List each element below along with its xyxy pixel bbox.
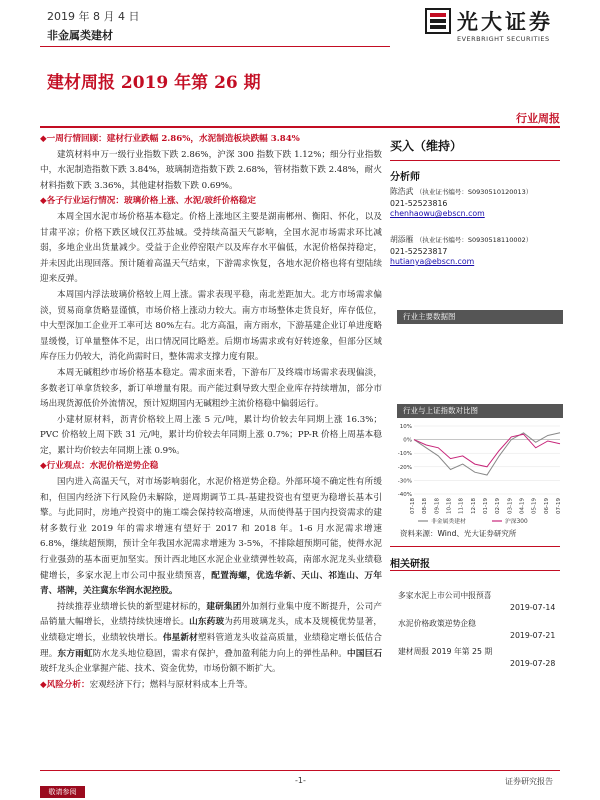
paragraph-market-review: 建筑材料申万一级行业指数下跌 2.86%，沪深 300 指数下跌 1.12%；细分行业指数中，水泥制造指数下跌 3.84%，玻璃制造指数下跌 2.68%，管材指数下跌 2.48%，耐火材料指数下跌 3.36%，其他建材指数下跌 0.69%。 bbox=[40, 149, 382, 191]
x-tick-label: 03-19 bbox=[507, 498, 514, 514]
report-date: 2019 年 8 月 4 日 bbox=[47, 10, 140, 23]
x-tick-label: 01-19 bbox=[483, 498, 489, 514]
x-tick-label: 06-19 bbox=[543, 498, 550, 514]
company-logo bbox=[425, 6, 560, 46]
related-report-link[interactable]: 建材周报 2019 年第 25 期 bbox=[398, 647, 493, 656]
legend-label: 非金属类建材 bbox=[431, 519, 466, 525]
x-tick-label: 07-18 bbox=[410, 498, 416, 514]
footer-divider bbox=[40, 770, 560, 771]
y-tick-label: -40% bbox=[397, 492, 412, 498]
paragraph-outlook: 国内进入高温天气，对市场影响弱化，水泥价格逆势企稳。外部环境不确定性有所缓和，但国内经济下行风险仍未解除，逆周期调节工具-基建投资也有望更为稳增长基本引擎。与此同时，房地产投资中的施工端会保持较高增速，从而使得基于国内投资需求的建材多数行业 2019 年的需求增速有望好于 2017 和 2018 年。1-6 月水泥需求增速 6.8%，继续超预期，预计全年我国水泥需求增速为 3-5%，不排除超预期可能，使得水泥行业强劲的基本面更加坚实。预计西北地区水泥企业业绩弹性较高，南部水泥龙头业绩稳健增长，多家水泥上市公司中报业绩预喜，配置海螺，优选华新、天山、祁连山、万年青、塔牌，关注冀东华润水泥控股。 bbox=[40, 477, 382, 597]
y-tick-label: -10% bbox=[397, 451, 412, 458]
header-divider bbox=[40, 46, 390, 47]
y-tick-label: 10% bbox=[399, 424, 412, 430]
logo-mark-icon bbox=[425, 8, 451, 34]
related-report-date: 2019-07-14 bbox=[510, 603, 556, 612]
analyst-heading: 分析师 bbox=[390, 172, 420, 183]
investment-rating: 买入（维持） bbox=[390, 139, 463, 153]
related-report-date: 2019-07-28 bbox=[510, 659, 556, 668]
y-tick-label: -30% bbox=[397, 478, 412, 485]
analyst-card bbox=[390, 186, 565, 218]
section-heading-subsectors: ◆各子行业运行情况：玻璃价格上涨、水泥/玻纤价格稳定 bbox=[40, 196, 256, 207]
x-tick-label: 07-19 bbox=[556, 498, 562, 514]
x-tick-label: 12-18 bbox=[470, 498, 477, 514]
x-tick-label: 11-18 bbox=[458, 498, 465, 514]
x-tick-label: 04-19 bbox=[519, 498, 526, 514]
logo-chinese-name: 光大证券 bbox=[457, 9, 553, 34]
sidebar-divider bbox=[390, 160, 560, 161]
analyst-card bbox=[390, 234, 565, 266]
paragraph-fiberglass: 本周无碱粗纱市场价格基本稳定。需求面来看，下游布厂及终端市场需求表现偏淡，多数老订单拿货较多，新订单增量有限。而产能过剩导致大型企业库存持续增加，部分市场出现货源低价外流情况，预计短期国内无碱粗纱主流价格稳中偏弱运行。 bbox=[40, 367, 382, 410]
section-heading-market-review: ◆一周行情回顾：建材行业跌幅 2.86%，水泥制造板块跌幅 3.84% bbox=[40, 134, 300, 144]
paragraph-recommendations: 持续推荐业绩增长快的新型建材标的，建研集团外加剂行业集中度不断提升，公司产品销量大幅增长，业绩持续快速增长。山东药玻为药用玻璃龙头，成本及规模优势显著，业绩稳定增长，业绩较快增长。伟星新材塑料管道龙头收益高质量，业绩稳定增长低估合理。东方雨虹防水龙头地位稳固，需求有保护，叠加盈利能力向上的弹性品种。中国巨石玻纤龙头企业掌握产能、技术、资金优势，市场份额不断扩大。 bbox=[40, 601, 382, 675]
analyst-phone: 021-52523817 bbox=[390, 247, 448, 256]
related-research-heading: 相关研报 bbox=[390, 559, 430, 570]
sector-label: 非金属类建材 bbox=[47, 29, 113, 42]
analyst-phone: 021-52523816 bbox=[390, 199, 448, 208]
sidebar-divider bbox=[390, 546, 560, 547]
paragraph-raw-materials: 小建材原材料，沥青价格较上周上涨 5 元/吨，累计均价较去年同期上涨 16.3%；PVC 价格较上周下跌 31 元/吨，累计均价较去年同期上涨 0.7%；PP-R 价格上周基本稳定，累计均价较去年同期上涨 0.9%。 bbox=[40, 414, 382, 456]
y-tick-label: 0% bbox=[403, 437, 412, 444]
legend-label: 沪深300 bbox=[505, 519, 528, 525]
related-report-date: 2019-07-21 bbox=[510, 631, 556, 640]
x-tick-label: 02-19 bbox=[495, 498, 502, 514]
footer-label: 证券研究报告 bbox=[505, 777, 553, 786]
related-report-link[interactable]: 多家水泥上市公司中报预喜 bbox=[398, 591, 492, 600]
sidebar-divider bbox=[390, 570, 560, 571]
report-title: 建材周报 2019 年第 26 期 bbox=[47, 73, 261, 93]
analyst-name-line: 陈浩武 （执业证书编号：S0930510120013） bbox=[390, 187, 533, 196]
main-content bbox=[40, 132, 382, 693]
related-report-link[interactable]: 水泥价格政策逆势企稳 bbox=[398, 619, 476, 628]
analyst-email-link[interactable]: hutianya@ebscn.com bbox=[390, 257, 475, 266]
analyst-email-link[interactable]: chenhaowu@ebscn.com bbox=[390, 209, 485, 218]
series-line-0 bbox=[414, 433, 560, 475]
index-comparison-chart bbox=[392, 420, 564, 526]
title-divider bbox=[40, 126, 560, 128]
x-tick-label: 08-18 bbox=[422, 498, 429, 514]
footer-disclaimer-tag: 敬请参阅 bbox=[40, 786, 85, 798]
series-line-1 bbox=[414, 434, 560, 467]
x-tick-label: 05-19 bbox=[531, 498, 538, 514]
chart-title-industry-data: 行业主要数据图 bbox=[397, 310, 563, 324]
section-heading-outlook: ◆行业观点：水泥价格逆势企稳 bbox=[40, 461, 159, 472]
y-tick-label: -20% bbox=[397, 464, 412, 471]
section-heading-risk: ◆风险分析：宏观经济下行；燃料与原材料成本上升等。 bbox=[40, 679, 253, 690]
chart-source: 资料来源：Wind、光大证券研究所 bbox=[400, 529, 517, 538]
x-tick-label: 10-18 bbox=[446, 498, 453, 514]
report-type-label: 行业周报 bbox=[516, 112, 560, 125]
x-tick-label: 09-18 bbox=[434, 498, 441, 514]
paragraph-glass: 本周国内浮法玻璃价格较上周上涨。需求表现平稳，南北差距加大。北方市场需求偏淡，贸易商拿货略显谨慎，市场价格上涨动力较大。南方市场整体走货良好，库存低位，中大型深加工企业开工率可达 80%左右。北方高温，南方雨水，下游基建企业订单进度略显缓慢，订单量整体不足，出口情况同比略差。后期市场需求或有好转迹象，但部分区域库存压力仍较大，消化尚需时日，整体需求支撑力度有限。 bbox=[40, 289, 382, 363]
analyst-name-line: 胡添雁 （执业证书编号：S0930518110002） bbox=[390, 235, 533, 244]
chart-title-index-comparison: 行业与上证指数对比图 bbox=[397, 404, 563, 418]
paragraph-cement: 本周全国水泥市场价格基本稳定。价格上涨地区主要是湖南郴州、衡阳、怀化，以及甘肃平凉；价格下跌区域仅江苏盐城。受持续高温天气影响，全国水泥市场需求环比减弱，多地企业出货量减少。受益于企业停窑限产以及库存水平偏低，水泥价格保持稳定，并未因此出现回落。预计随着高温天气结束，下游需求恢复，各地水泥价格也将有望陆续迎来反弹。 bbox=[40, 211, 382, 285]
page-number: -1- bbox=[295, 776, 306, 785]
logo-english-name: EVERBRIGHT SECURITIES bbox=[457, 35, 550, 43]
